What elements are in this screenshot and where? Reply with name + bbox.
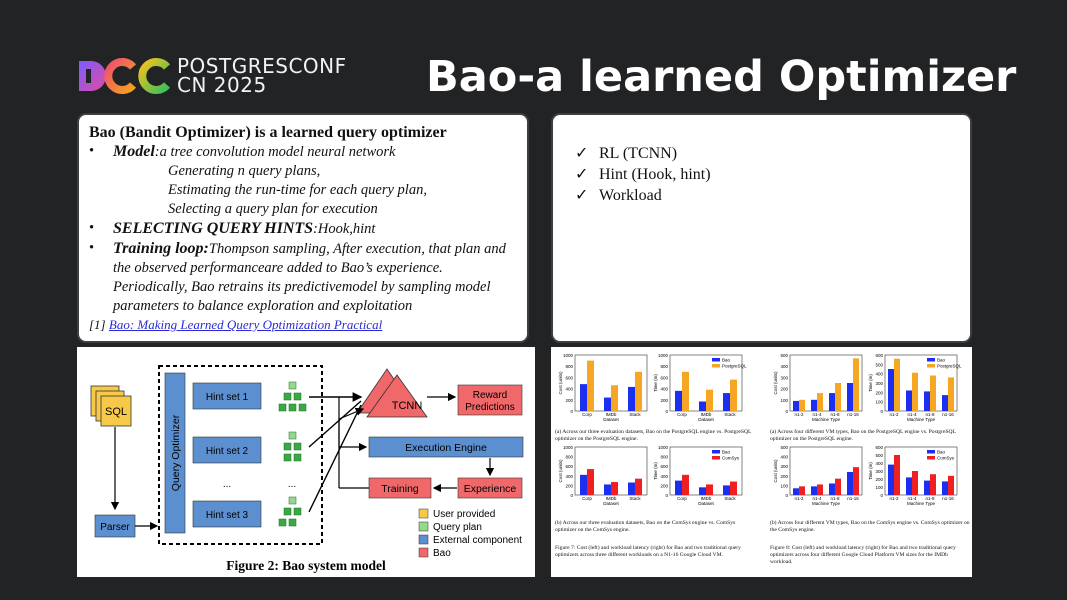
legend-swatch <box>927 358 935 362</box>
chart-bar <box>706 484 713 495</box>
panel-heading: Bao (Bandit Optimizer) is a learned query optimizer <box>89 124 447 141</box>
y-axis-label: Time (m) <box>653 374 658 392</box>
y-tick-label: 200 <box>780 386 788 392</box>
chart-bar <box>699 401 706 411</box>
chart-bar <box>793 488 799 495</box>
chart-bar <box>611 385 618 411</box>
hints-label: SELECTING QUERY HINTS <box>113 220 314 237</box>
caption-figure-7: Figure 7: Cost (left) and workload latency (right) for Bao and two traditional query optimizers across three different workloads on a N1-16 Google Cloud VM. <box>555 545 741 558</box>
tcnn-label: TCNN <box>391 400 423 412</box>
chart-bar <box>948 476 954 495</box>
y-tick-label: 400 <box>875 371 883 377</box>
legend-label: ComSys <box>937 455 955 461</box>
check-item <box>565 143 958 164</box>
x-tick-label: n1-2 <box>889 412 899 417</box>
y-tick-label: 800 <box>565 454 573 460</box>
legend-swatch <box>927 456 935 460</box>
chart-bar <box>682 475 689 495</box>
y-tick-label: 400 <box>780 454 788 460</box>
sql-label: SQL <box>104 406 128 418</box>
y-tick-label: 400 <box>660 473 668 479</box>
x-tick-label: n1-2 <box>794 412 804 417</box>
legend-label: Query plan <box>433 522 482 533</box>
x-axis-label: Machine Type <box>812 501 840 506</box>
y-tick-label: 0 <box>785 409 788 414</box>
reference <box>89 316 517 334</box>
y-tick-label: 800 <box>660 454 668 460</box>
ref-prefix: [1] <box>89 317 109 332</box>
pgconf-logo-mark <box>77 59 173 93</box>
legend-label: ComSys <box>722 455 740 461</box>
legend-label: Bao <box>937 449 946 455</box>
legend-label: External component <box>433 535 522 546</box>
caption-figure-8: Figure 8: Cost (left) and workload latency (right) for Bao and two traditional query optimizers across four different Google Cloud Platform VM sizes for the IMDb workload. <box>770 545 956 565</box>
chart-bar <box>611 482 618 495</box>
chart-bar <box>829 483 835 495</box>
legend-swatch <box>419 522 428 531</box>
chart-bar <box>906 477 912 495</box>
figure-2-caption: Figure 2: Bao system model <box>226 558 386 573</box>
chart-bar <box>699 487 706 495</box>
model-sub-2: Estimating the run-time for each query plan, <box>168 182 427 198</box>
x-tick-label: n1-16 <box>942 496 954 501</box>
y-tick-label: 500 <box>780 353 788 358</box>
y-tick-label: 100 <box>875 485 883 490</box>
legend-label: Bao <box>937 357 946 363</box>
y-tick-label: 600 <box>565 464 573 470</box>
y-axis-label: Cost (units) <box>773 459 778 483</box>
query-plan-tree-icon <box>279 382 306 411</box>
chart-bar <box>847 383 853 411</box>
x-axis-label: Machine Type <box>907 417 935 422</box>
check-label: Hint (Hook, hint) <box>599 166 711 183</box>
chart-bar <box>580 475 587 495</box>
slide-title: Bao-a learned Optimizer <box>426 52 1017 102</box>
model-sub-1: Generating n query plans, <box>168 163 321 179</box>
y-tick-label: 300 <box>780 375 788 381</box>
y-tick-label: 600 <box>660 375 668 381</box>
x-tick-label: n1-4 <box>812 496 822 501</box>
x-axis-label: Dataset <box>698 501 714 506</box>
y-axis-label: Time (m) <box>868 374 873 392</box>
chart-bar <box>799 486 805 495</box>
y-tick-label: 500 <box>780 445 788 450</box>
chart-bar <box>675 391 682 411</box>
y-tick-label: 200 <box>660 397 668 403</box>
chart-bar <box>587 361 594 411</box>
logo-wordmark <box>177 54 347 97</box>
legend-swatch <box>927 450 935 454</box>
hint-set-label: Hint set 2 <box>205 446 249 457</box>
query-plan-tree-icon <box>279 497 301 526</box>
chart-bar <box>817 484 823 495</box>
x-tick-label: n1-2 <box>889 496 899 501</box>
chart-bar <box>587 469 594 495</box>
x-axis-label: Dataset <box>603 417 619 422</box>
y-tick-label: 200 <box>660 483 668 489</box>
x-tick-label: Corp <box>582 412 592 417</box>
x-tick-label: Corp <box>677 496 687 501</box>
x-tick-label: IMDb <box>700 496 712 501</box>
legend-label: PostgreSQL <box>722 363 747 369</box>
y-tick-label: 800 <box>565 364 573 370</box>
x-tick-label: n1-16 <box>942 412 954 417</box>
model-bullet <box>89 142 517 162</box>
legend-label: Bao <box>722 357 731 363</box>
y-tick-label: 1000 <box>657 445 668 450</box>
x-tick-label: n1-8 <box>925 412 935 417</box>
caption-8b: (b) Across four different VM types, Bao on the ComSys engine vs. ComSys optimizer on the ComSys engine. <box>770 520 970 533</box>
x-tick-label: Corp <box>677 412 687 417</box>
y-tick-label: 200 <box>565 483 573 489</box>
chart-bar <box>835 383 841 411</box>
y-tick-label: 600 <box>875 445 883 450</box>
y-tick-label: 200 <box>565 397 573 403</box>
y-tick-label: 200 <box>875 477 883 482</box>
bao-description-panel <box>77 113 529 343</box>
x-tick-label: IMDb <box>700 412 712 417</box>
y-tick-label: 600 <box>565 375 573 381</box>
legend-swatch <box>419 535 428 544</box>
chart-bar <box>604 398 611 411</box>
y-tick-label: 200 <box>875 390 883 396</box>
x-tick-label: n1-4 <box>907 496 917 501</box>
check-item <box>565 164 958 185</box>
y-tick-label: 500 <box>875 362 883 368</box>
chart-bar <box>723 485 730 495</box>
chart-bar <box>793 401 799 411</box>
y-tick-label: 1000 <box>562 445 573 450</box>
chart-bar <box>948 377 954 411</box>
y-axis-label: Time (m) <box>653 462 658 480</box>
y-tick-label: 1000 <box>562 353 573 358</box>
legend-swatch <box>419 548 428 557</box>
x-tick-label: n1-8 <box>830 496 840 501</box>
sql-documents-icon <box>91 386 131 426</box>
chart-bar <box>604 484 611 495</box>
y-tick-label: 300 <box>780 464 788 470</box>
x-tick-label: n1-16 <box>847 496 859 501</box>
y-tick-label: 600 <box>660 464 668 470</box>
y-tick-label: 600 <box>875 353 883 358</box>
chart-bar <box>942 481 948 495</box>
legend-swatch <box>712 456 720 460</box>
y-tick-label: 100 <box>875 399 883 405</box>
legend-swatch <box>712 450 720 454</box>
chart-bar <box>706 390 713 411</box>
y-tick-label: 400 <box>565 473 573 479</box>
check-icon: ✓ <box>575 145 589 162</box>
y-tick-label: 0 <box>665 409 668 414</box>
hint-set-label: Hint set 3 <box>205 510 249 521</box>
evaluation-results-figure <box>551 347 972 577</box>
chart-bar <box>924 481 930 495</box>
query-optimizer-label: Query Optimizer <box>170 414 182 492</box>
x-tick-label: n1-2 <box>794 496 804 501</box>
paper-link[interactable]: Bao: Making Learned Query Optimization Practical <box>108 317 383 332</box>
results-charts-svg <box>551 347 972 506</box>
chart-bar <box>730 482 737 495</box>
legend-swatch <box>419 509 428 518</box>
bullet-dot: • <box>89 143 95 159</box>
chart-bar <box>888 465 894 495</box>
components-panel <box>551 113 972 343</box>
x-tick-label: n1-8 <box>830 412 840 417</box>
experience-label: Experience <box>463 483 517 495</box>
chart-bar <box>906 390 912 411</box>
reward-label-2: Predictions <box>465 402 515 413</box>
x-tick-label: Stack <box>724 412 736 417</box>
chart-bar <box>635 479 642 495</box>
y-axis-label: Cost (units) <box>558 371 563 395</box>
y-tick-label: 400 <box>875 461 883 466</box>
x-tick-label: n1-4 <box>907 412 917 417</box>
chart-bar <box>580 384 587 411</box>
chart-bar <box>675 481 682 495</box>
y-tick-label: 400 <box>565 386 573 392</box>
check-icon: ✓ <box>575 166 589 183</box>
chart-bar <box>847 472 853 495</box>
chart-bar <box>888 369 894 411</box>
training-label: Training loop: <box>113 240 209 257</box>
x-tick-label: Corp <box>582 496 592 501</box>
model-sub-3: Selecting a query plan for execution <box>168 201 378 217</box>
y-tick-label: 0 <box>880 493 883 498</box>
chart-bar <box>912 373 918 411</box>
parser-label: Parser <box>100 522 130 533</box>
hints-bullet <box>89 219 517 239</box>
chart-bar <box>628 483 635 495</box>
check-item <box>565 185 958 206</box>
y-axis-label: Time (m) <box>868 462 873 480</box>
y-tick-label: 1000 <box>657 353 668 358</box>
chart-bar <box>811 400 817 411</box>
chart-bar <box>723 393 730 411</box>
model-text: :a tree convolution model neural network <box>154 144 396 160</box>
model-label: Model <box>113 143 155 160</box>
y-tick-label: 400 <box>660 386 668 392</box>
bullet-dot: • <box>89 240 95 256</box>
hint-set-label: Hint set 1 <box>205 392 249 403</box>
chart-bar <box>894 359 900 411</box>
x-axis-label: Machine Type <box>907 501 935 506</box>
diagram-svg <box>77 347 535 577</box>
bullet-dot: • <box>89 220 95 236</box>
chart-bar <box>894 455 900 495</box>
x-tick-label: n1-16 <box>847 412 859 417</box>
chart-bar <box>942 395 948 411</box>
x-tick-label: Stack <box>724 496 736 501</box>
y-tick-label: 200 <box>780 473 788 479</box>
legend-swatch <box>927 364 935 368</box>
diagram-legend <box>419 509 522 559</box>
legend-swatch <box>712 358 720 362</box>
plan-ellipsis: ... <box>287 479 297 490</box>
y-tick-label: 100 <box>780 483 788 489</box>
training-bullet <box>89 239 517 316</box>
chart-bar <box>829 393 835 411</box>
x-tick-label: IMDb <box>605 496 617 501</box>
chart-bar <box>817 393 823 411</box>
check-icon: ✓ <box>575 187 589 204</box>
y-tick-label: 0 <box>665 493 668 498</box>
x-axis-label: Dataset <box>603 501 619 506</box>
x-tick-label: IMDb <box>605 412 617 417</box>
chart-bar <box>924 391 930 411</box>
chart-bar <box>930 376 936 411</box>
training-text: Thompson sampling, After execution, that plan and the observed performanceare added to Bao’s experience. Periodically, Bao retrains its predictivemodel by sampling model parameters to balance exploration and exploitation <box>113 241 506 314</box>
y-tick-label: 0 <box>570 493 573 498</box>
chart-bar <box>853 467 859 495</box>
chart-bar <box>930 474 936 495</box>
training-label: Training <box>381 483 419 495</box>
chart-bar <box>682 372 689 411</box>
chart-bar <box>811 486 817 495</box>
y-tick-label: 300 <box>875 381 883 386</box>
chart-bar <box>912 471 918 495</box>
caption-7a: (a) Across our three evaluation datasets, Bao on the PostgreSQL engine vs. PostgreSQL optimizer on the PostgreSQL engine. <box>555 429 752 442</box>
chart-bar <box>628 387 635 411</box>
x-tick-label: n1-8 <box>925 496 935 501</box>
check-label: Workload <box>599 187 662 204</box>
y-tick-label: 400 <box>780 364 788 370</box>
y-axis-label: Cost (units) <box>773 371 778 395</box>
check-label: RL (TCNN) <box>599 145 678 162</box>
query-plan-tree-icon <box>284 432 301 461</box>
y-tick-label: 0 <box>880 409 883 414</box>
logo-line-1: POSTGRESCONF <box>177 54 347 78</box>
y-tick-label: 0 <box>570 409 573 414</box>
x-tick-label: n1-4 <box>812 412 822 417</box>
chart-bar <box>635 372 642 411</box>
y-tick-label: 500 <box>875 453 883 458</box>
x-tick-label: Stack <box>629 496 641 501</box>
y-tick-label: 800 <box>660 364 668 370</box>
execution-engine-label: Execution Engine <box>405 442 487 454</box>
legend-label: Bao <box>722 449 731 455</box>
x-axis-label: Dataset <box>698 417 714 422</box>
caption-7b: (b) Across our three evaluation datasets, Bao on the ComSys engine vs. ComSys optimizer on the ComSys engine. <box>555 520 736 533</box>
legend-label: Bao <box>433 548 451 559</box>
bao-system-diagram <box>77 347 535 577</box>
legend-swatch <box>712 364 720 368</box>
y-tick-label: 0 <box>785 493 788 498</box>
chart-bar <box>835 479 841 495</box>
caption-8a: (a) Across four different VM types, Bao on the PostgreSQL engine vs. PostgreSQL optimizer on the PostgreSQL engine. <box>770 429 956 442</box>
x-tick-label: Stack <box>629 412 641 417</box>
legend-label: User provided <box>433 509 496 520</box>
reward-label-1: Reward <box>472 390 508 401</box>
chart-bar <box>730 380 737 411</box>
legend-label: PostgreSQL <box>937 363 962 369</box>
hints-text: :Hook,hint <box>313 221 376 237</box>
x-axis-label: Machine Type <box>812 417 840 422</box>
chart-bar <box>853 358 859 411</box>
logo-line-2: CN 2025 <box>177 73 267 97</box>
hint-ellipsis: ... <box>222 479 232 490</box>
y-axis-label: Cost (units) <box>558 459 563 483</box>
conference-logo <box>77 54 387 97</box>
chart-bar <box>799 400 805 411</box>
y-tick-label: 300 <box>875 469 883 474</box>
y-tick-label: 100 <box>780 397 788 403</box>
